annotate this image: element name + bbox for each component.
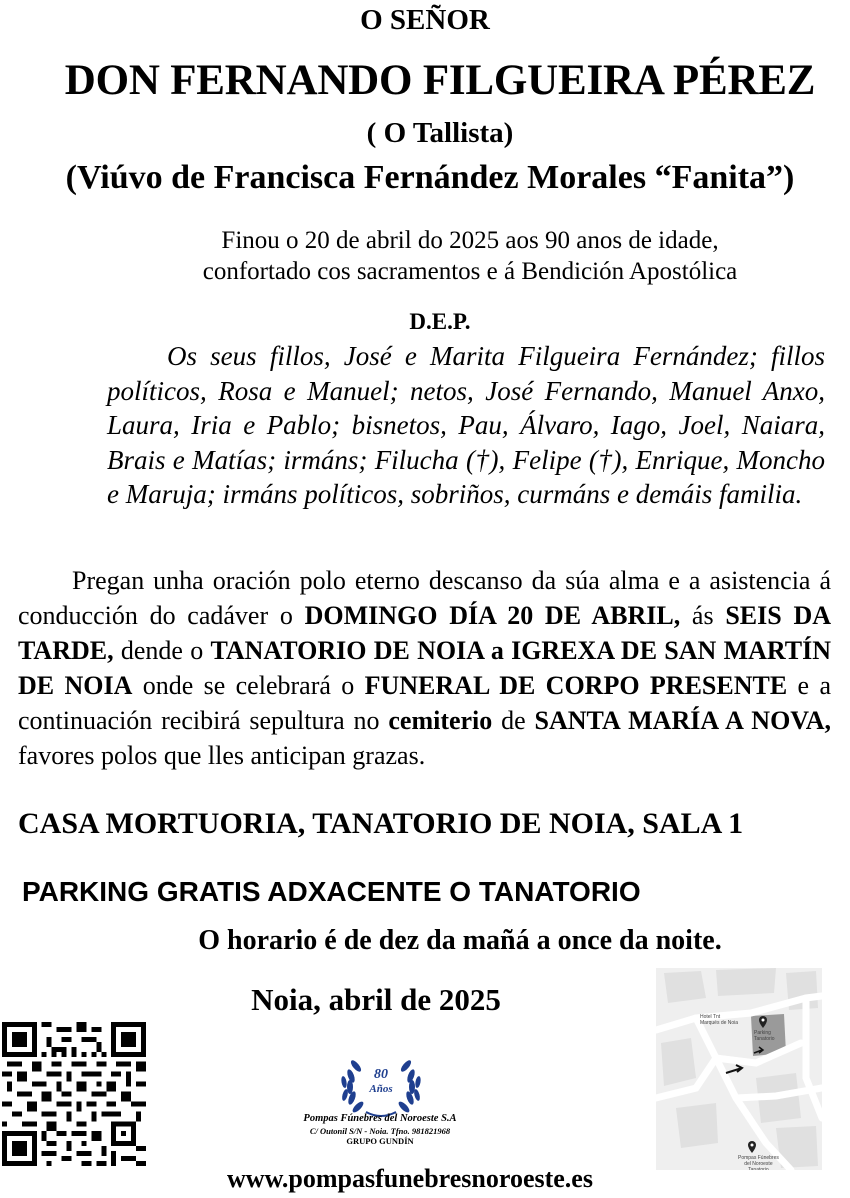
prayer-text: dende o <box>113 636 211 665</box>
logo-years-number: 80 <box>374 1067 388 1082</box>
funeral-date: DOMINGO DÍA 20 DE ABRIL, <box>304 601 681 630</box>
map-label-parking: Parking Tanatorio <box>754 1030 775 1042</box>
company-group: GRUPO GUNDÍN <box>346 1136 414 1146</box>
prayer-text: favores polos que lles anticipan grazas. <box>18 741 426 770</box>
place-date: Noia, abril de 2025 <box>251 982 501 1017</box>
prayer-text: onde se celebrará o <box>132 671 365 700</box>
death-notice <box>180 225 760 287</box>
death-line-2: confortado cos sacramentos e á Bendición Apostólica <box>202 258 738 285</box>
death-line-1: Finou o 20 de abril do 2025 aos 90 anos de idade, <box>221 227 719 254</box>
honorific: O SEÑOR <box>360 4 490 36</box>
widow-of: (Viúvo de Francisca Fernández Morales “Fanita”) <box>65 159 795 196</box>
wake-location: CASA MORTUORIA, TANATORIO DE NOIA, SALA 1 <box>18 807 744 840</box>
dep-label: D.E.P. <box>409 309 471 334</box>
procession-route: TANATORIO DE NOIA a IGREXA DE SAN MARTÍN DE NOIA <box>18 636 831 700</box>
prayer-text: ás <box>680 601 726 630</box>
qr-code-icon[interactable] <box>2 1022 146 1166</box>
funeral-time: SEIS DA TARDE, <box>18 601 831 665</box>
map-streets <box>656 968 822 1170</box>
family-text: Os seus fillos, José e Marita Filgueira Fernández; fillos políticos, Rosa e Manuel; netos, José Fernando, Manuel Anxo, Laura, Iria e Pablo; bisnetos, Pau, Álvaro, Iago, Joel, Naiara, Brais e Matías; irmáns; Filucha (†), Felipe (†), Enrique, Moncho e Maruja; irmáns políticos, sobriños, curmáns e demáis familia. <box>107 341 825 509</box>
company-address: C/ Outonil S/N - Noia. Tfno. 981821968 <box>309 1126 451 1136</box>
cemetery-word: cemiterio <box>388 706 493 735</box>
website-link[interactable]: www.pompasfunebresnoroeste.es <box>227 1164 593 1193</box>
prayer-text: e a continuación recibirá sepultura no <box>18 671 831 735</box>
map-label-funeral-home: Pompas Fúnebres del Noroeste Tanatorio <box>738 1155 779 1170</box>
cemetery-name: SANTA MARÍA A NOVA, <box>534 706 831 735</box>
location-map[interactable] <box>656 968 822 1170</box>
deceased-name: DON FERNANDO FILGUEIRA PÉREZ <box>64 57 816 104</box>
opening-hours: O horario é de dez da mañá a once da noite. <box>198 925 722 956</box>
logo-years-word: Años <box>369 1083 393 1095</box>
map-label-hotel: Hotel Tnt Marqués de Noia <box>700 1014 739 1026</box>
prayer-paragraph <box>18 563 831 773</box>
prayer-text: de <box>492 706 535 735</box>
parking-notice: PARKING GRATIS ADXACENTE O TANATORIO <box>22 876 641 907</box>
funeral-type: FUNERAL DE CORPO PRESENTE <box>364 671 788 700</box>
nickname: ( O Tallista) <box>366 117 514 149</box>
family-list <box>107 339 825 512</box>
company-name: Pompas Fúnebres del Noroeste S.A <box>303 1113 457 1124</box>
prayer-text: Pregan unha oración polo eterno descanso da súa alma e a asistencia á conducción do cadáver o <box>18 566 831 630</box>
